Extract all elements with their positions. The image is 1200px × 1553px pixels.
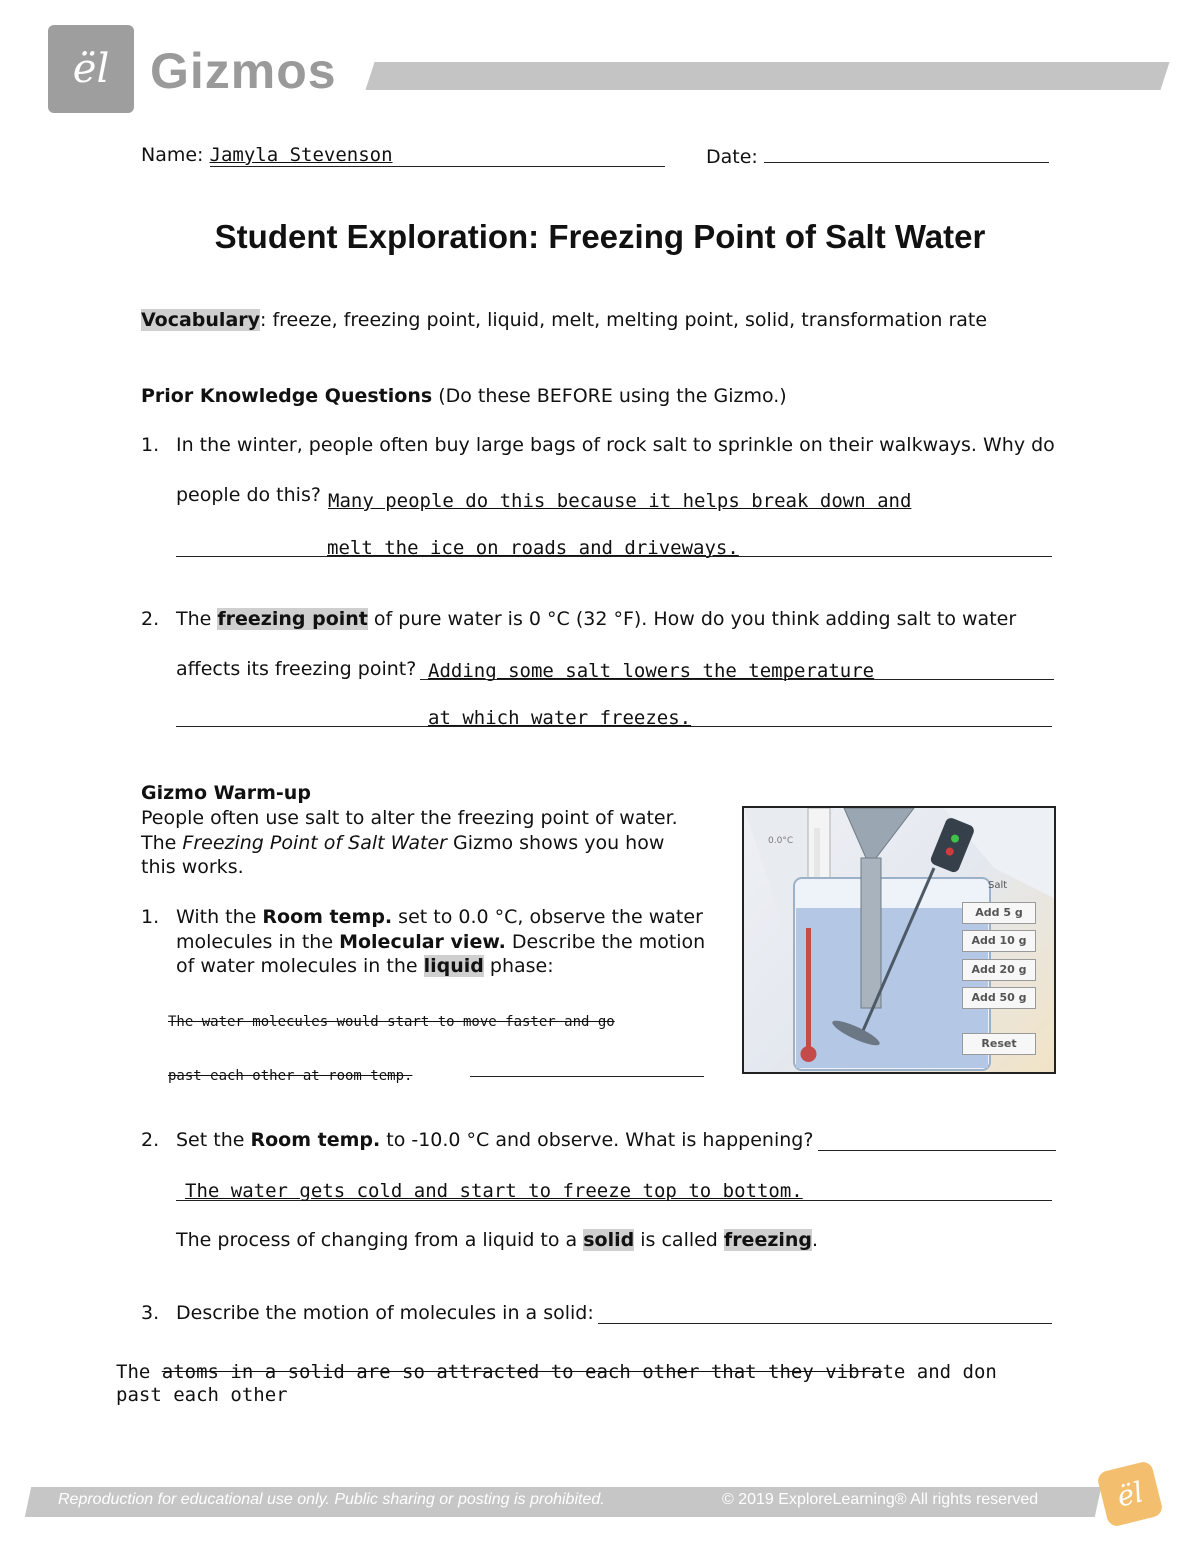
w3-answer-line1[interactable]	[116, 1361, 1200, 1383]
q2-answer-line1[interactable]: Adding some salt lowers the temperature	[428, 660, 875, 682]
w2-note-c: .	[812, 1229, 819, 1251]
w2-term-solid: solid	[583, 1229, 635, 1251]
add-5g-button[interactable]: Add 5 g	[962, 902, 1036, 924]
w1-g: phase:	[483, 955, 554, 977]
w2-term-freezing: freezing	[723, 1229, 813, 1251]
add-50g-button[interactable]: Add 50 g	[962, 987, 1036, 1009]
warmup-heading: Gizmo Warm-up	[141, 782, 311, 804]
w2-a: Set the	[176, 1129, 251, 1151]
name-label: Name:	[141, 144, 204, 166]
w1-line3	[176, 955, 554, 977]
w2-note-b: is called	[634, 1229, 724, 1251]
w1-a: With the	[176, 906, 263, 928]
vocabulary-label: Vocabulary	[141, 309, 261, 331]
w3-answer-word1: The	[116, 1361, 151, 1383]
q2-text-line2: affects its freezing point?	[176, 658, 417, 680]
date-field[interactable]	[764, 144, 1049, 163]
prior-heading-text: Prior Knowledge Questions	[141, 385, 433, 407]
name-field[interactable]: Jamyla Stevenson	[210, 144, 665, 167]
q1-number: 1.	[141, 434, 160, 456]
w3-answer-rest: te and don	[882, 1361, 997, 1383]
w2-note-a: The process of changing from a liquid to a	[176, 1229, 584, 1251]
w1-room-temp: Room temp.	[262, 906, 393, 928]
w1-number: 1.	[141, 906, 160, 928]
w1-line2	[176, 931, 705, 953]
w1-d: molecules in the	[176, 931, 340, 953]
w3-number: 3.	[141, 1302, 160, 1324]
q2-text1: of pure water is 0 °C (32 °F). How do you think adding salt to water	[367, 608, 1017, 630]
w1-answer-rule	[470, 1076, 704, 1077]
w3-question-rule	[598, 1323, 1052, 1324]
w3-answer-line2[interactable]: past each other	[116, 1384, 288, 1406]
w1-term: liquid	[423, 955, 484, 977]
w2-line1	[176, 1129, 813, 1151]
w2-answer[interactable]: The water gets cold and start to freeze top to bottom.	[185, 1180, 803, 1202]
vocabulary-list: : freeze, freezing point, liquid, melt, melting point, solid, transformation rate	[260, 309, 988, 331]
w1-molecular-view: Molecular view.	[339, 931, 506, 953]
intro2-a: The	[141, 832, 183, 854]
w1-answer-line2[interactable]: past each other at room temp.	[168, 1068, 413, 1084]
w1-e: Describe the motion	[505, 931, 706, 953]
footer-notice: Reproduction for educational use only. Public sharing or posting is prohibited.	[58, 1491, 605, 1508]
w2-c: to -10.0 °C and observe. What is happening?	[380, 1129, 814, 1151]
w3-text: Describe the motion of molecules in a solid:	[176, 1302, 594, 1324]
q1-answer-line2[interactable]: melt the ice on roads and driveways.	[327, 537, 739, 559]
page-title: Student Exploration: Freezing Point of Salt Water	[214, 218, 986, 255]
name-row	[141, 144, 665, 167]
add-10g-button[interactable]: Add 10 g	[962, 930, 1036, 952]
add-20g-button[interactable]: Add 20 g	[962, 959, 1036, 981]
intro2-b: Gizmo shows you how	[446, 832, 665, 854]
prior-note: (Do these BEFORE using the Gizmo.)	[432, 385, 787, 407]
prior-knowledge-heading	[141, 385, 787, 407]
gizmos-logo: ël	[48, 25, 134, 113]
q2-answer-line2[interactable]: at which water freezes.	[428, 707, 692, 729]
q2-text-line1	[176, 608, 1016, 630]
w3-answer-struck: atoms in a solid are so attracted to each other that they vibra	[161, 1361, 883, 1383]
q1-text-line1: In the winter, people often buy large bags of rock salt to sprinkle on their walkways. Why do	[176, 434, 1055, 456]
date-row	[706, 144, 1049, 168]
header-bar	[365, 62, 1169, 90]
w2-number: 2.	[141, 1129, 160, 1151]
gizmo-screenshot	[742, 806, 1056, 1074]
w1-f: of water molecules in the	[176, 955, 424, 977]
date-label: Date:	[706, 146, 758, 168]
w1-c: set to 0.0 °C, observe the water	[392, 906, 703, 928]
q2-term: freezing point	[217, 608, 368, 630]
footer-copyright: © 2019 ExploreLearning® All rights reserved	[722, 1491, 1039, 1508]
warmup-intro-3: this works.	[141, 856, 244, 878]
w2-room-temp: Room temp.	[250, 1129, 381, 1151]
w2-note	[176, 1229, 818, 1251]
w2-question-rule	[818, 1150, 1056, 1151]
intro2-italic: Freezing Point of Salt Water	[182, 832, 447, 854]
brand-name: Gizmos	[150, 43, 337, 99]
gizmo-salt-label: Salt	[988, 880, 1008, 891]
warmup-intro-1: People often use salt to alter the freezing point of water.	[141, 807, 678, 829]
footer-logo: ël	[1096, 1460, 1164, 1528]
w1-answer-line1[interactable]: The water molecules would start to move faster and go	[168, 1014, 615, 1030]
vocabulary	[141, 309, 987, 331]
q2-number: 2.	[141, 608, 160, 630]
gizmo-temp-label: 0.0°C	[768, 836, 794, 846]
q1-text-line2: people do this?	[176, 484, 321, 506]
reset-button[interactable]: Reset	[962, 1033, 1036, 1055]
w1-line1	[176, 906, 703, 928]
warmup-intro-2	[141, 832, 664, 854]
q1-answer-line1[interactable]: Many people do this because it helps break down and	[328, 490, 912, 512]
q2-pre: The	[176, 608, 218, 630]
